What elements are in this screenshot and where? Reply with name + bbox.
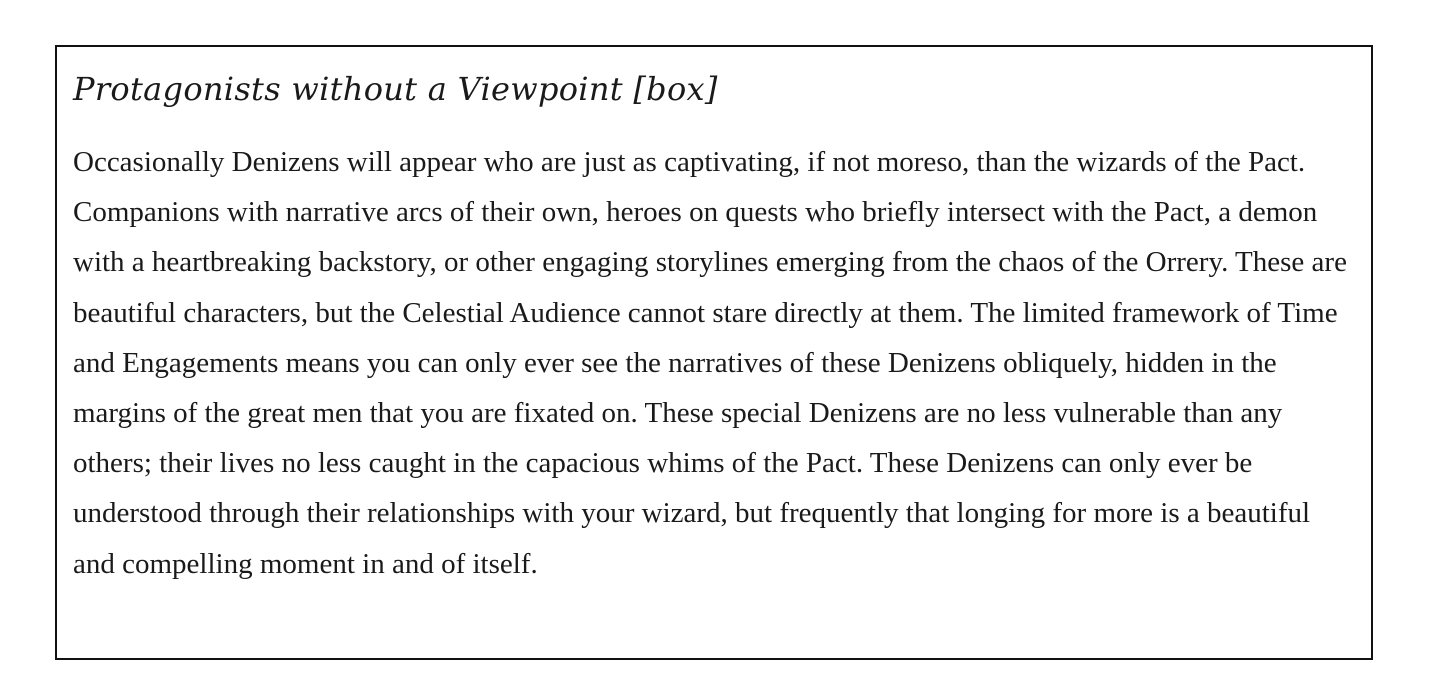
sidebar-box [55,45,1373,660]
box-body-paragraph: Occasionally Denizens will appear who are just as captivating, if not moreso, than the wizards of the Pact. Companions with narrative arcs of their own, heroes on quests who briefly intersect with the Pact, a demon with a heartbreaking backstory, or other engaging storylines emerging from the chaos of the Orrery. These are beautiful characters, but the Celestial Audience cannot stare directly at them. The limited framework of Time and Engagements means you can only ever see the narratives of these Denizens obliquely, hidden in the margins of the great men that you are fixated on. These special Denizens are no less vulnerable than any others; their lives no less caught in the capacious whims of the Pact. These Denizens can only ever be understood through their relationships with your wizard, but frequently that longing for more is a beautiful and compelling moment in and of itself. [73,146,1347,580]
box-title: Protagonists without a Viewpoint [box] [73,70,718,108]
